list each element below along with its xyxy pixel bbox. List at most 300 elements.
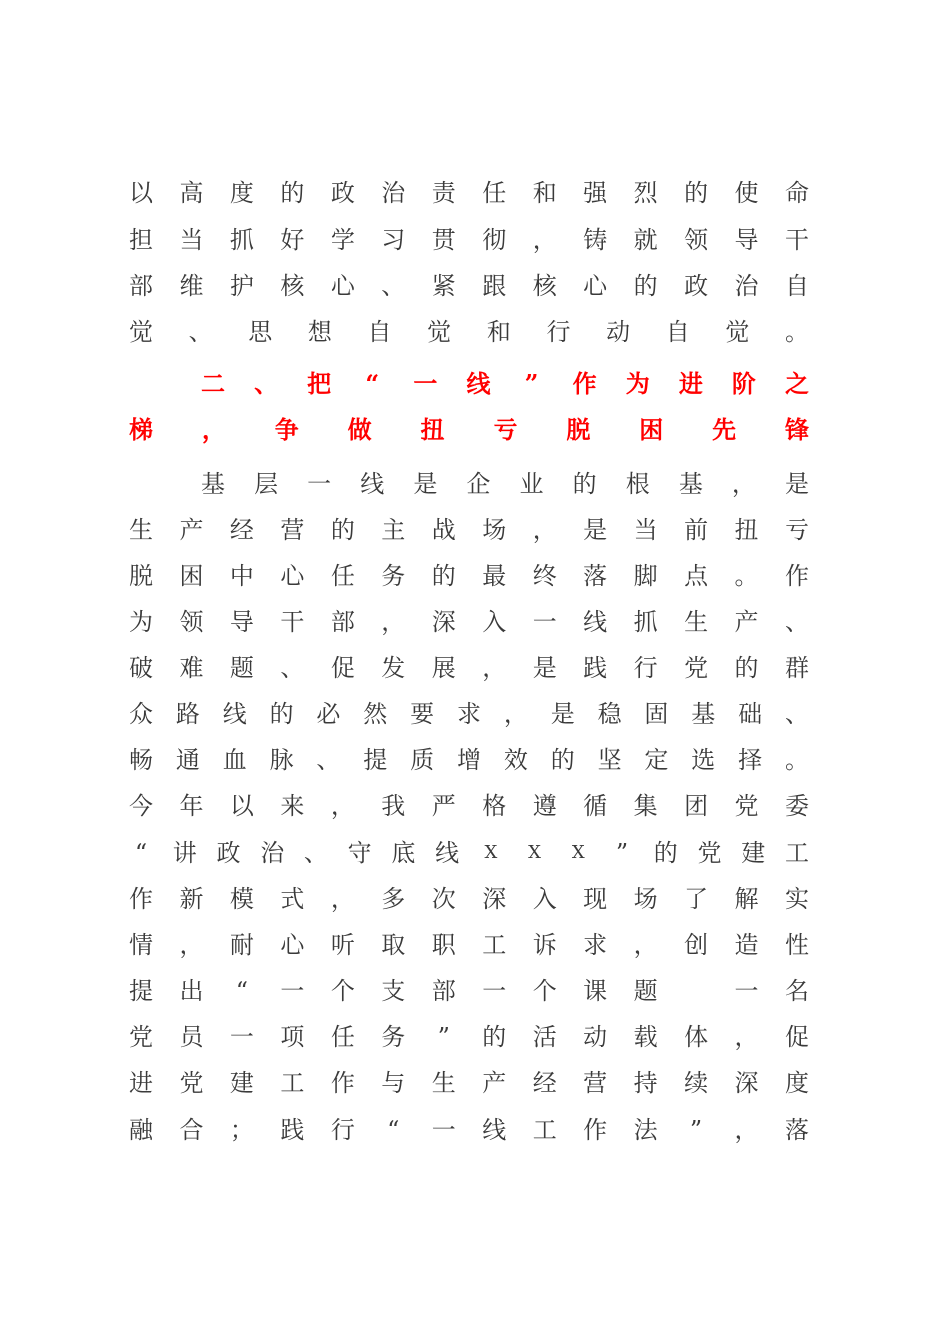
glyph: 脱 bbox=[129, 562, 153, 590]
glyph: 基 bbox=[691, 700, 716, 728]
glyph: 中 bbox=[229, 562, 254, 590]
glyph: ， bbox=[734, 1116, 759, 1144]
glyph: 遵 bbox=[532, 792, 557, 820]
glyph: 现 bbox=[583, 885, 608, 913]
glyph: 任 bbox=[330, 1023, 355, 1051]
glyph: 。 bbox=[734, 562, 759, 590]
glyph: 集 bbox=[633, 792, 658, 820]
glyph: 务 bbox=[381, 562, 406, 590]
glyph: 入 bbox=[482, 608, 507, 636]
glyph: 听 bbox=[330, 931, 355, 959]
glyph: 展 bbox=[431, 654, 456, 682]
glyph: 经 bbox=[532, 1069, 557, 1097]
glyph: ， bbox=[381, 608, 406, 636]
glyph: ， bbox=[330, 792, 355, 820]
glyph: 择 bbox=[738, 746, 763, 774]
glyph: 党 bbox=[129, 1023, 153, 1051]
glyph: 线 bbox=[435, 839, 460, 867]
glyph: 创 bbox=[684, 931, 709, 959]
paragraph-2-line-15 bbox=[128, 1112, 810, 1148]
glyph: 自 bbox=[367, 318, 392, 346]
glyph: 高 bbox=[179, 179, 204, 207]
glyph: 根 bbox=[625, 470, 650, 498]
glyph: 烈 bbox=[633, 179, 658, 207]
glyph: 场 bbox=[482, 516, 507, 544]
paragraph-1-line-3 bbox=[128, 268, 810, 304]
glyph: 式 bbox=[280, 885, 305, 913]
glyph: 发 bbox=[381, 654, 406, 682]
glyph: ， bbox=[532, 516, 557, 544]
glyph: 的 bbox=[572, 470, 597, 498]
glyph: 部 bbox=[431, 977, 456, 1005]
glyph: 是 bbox=[583, 516, 608, 544]
glyph: 破 bbox=[129, 654, 153, 682]
glyph: 命 bbox=[785, 179, 809, 207]
glyph: 铸 bbox=[583, 226, 608, 254]
glyph: 和 bbox=[486, 318, 511, 346]
glyph: 亏 bbox=[785, 516, 809, 544]
glyph: 心 bbox=[280, 562, 305, 590]
glyph: X bbox=[571, 842, 585, 863]
glyph: 效 bbox=[503, 746, 528, 774]
glyph: 、 bbox=[188, 318, 213, 346]
glyph: “ bbox=[235, 977, 249, 1005]
glyph: 团 bbox=[684, 792, 709, 820]
glyph: 维 bbox=[179, 272, 204, 300]
glyph: 是 bbox=[550, 700, 575, 728]
glyph: 固 bbox=[644, 700, 669, 728]
glyph: 深 bbox=[431, 608, 456, 636]
glyph: 的 bbox=[653, 839, 678, 867]
glyph: 持 bbox=[633, 1069, 658, 1097]
glyph: 一 bbox=[280, 977, 305, 1005]
glyph: 使 bbox=[734, 179, 759, 207]
glyph: 深 bbox=[734, 1069, 759, 1097]
glyph: 落 bbox=[785, 1116, 809, 1144]
glyph: 一 bbox=[229, 1023, 254, 1051]
glyph: 责 bbox=[431, 179, 456, 207]
glyph: 任 bbox=[330, 562, 355, 590]
glyph: 循 bbox=[583, 792, 608, 820]
glyph: 与 bbox=[381, 1069, 406, 1097]
glyph: 思 bbox=[248, 318, 273, 346]
glyph: 个 bbox=[330, 977, 355, 1005]
paragraph-2-line-14 bbox=[128, 1065, 810, 1101]
paragraph-1-line-1 bbox=[128, 175, 810, 211]
glyph: 干 bbox=[280, 608, 305, 636]
glyph: 强 bbox=[583, 179, 608, 207]
glyph: 业 bbox=[519, 470, 544, 498]
glyph: 促 bbox=[330, 654, 355, 682]
glyph: 、 bbox=[381, 272, 406, 300]
glyph: 求 bbox=[457, 700, 481, 728]
glyph: 稳 bbox=[597, 700, 622, 728]
glyph: 觉 bbox=[427, 318, 452, 346]
paragraph-2-line-6 bbox=[128, 696, 810, 732]
glyph: 一 bbox=[307, 470, 332, 498]
section-heading-line-2 bbox=[128, 412, 810, 448]
glyph: 觉 bbox=[725, 318, 750, 346]
glyph: 脚 bbox=[633, 562, 658, 590]
glyph: 场 bbox=[633, 885, 658, 913]
glyph: 一 bbox=[734, 977, 759, 1005]
glyph: 基 bbox=[678, 470, 703, 498]
glyph: 必 bbox=[316, 700, 341, 728]
glyph: 跟 bbox=[482, 272, 507, 300]
glyph: 抓 bbox=[229, 226, 254, 254]
glyph: 情 bbox=[129, 931, 153, 959]
glyph: 营 bbox=[583, 1069, 608, 1097]
glyph: 二 bbox=[201, 369, 225, 398]
glyph: ” bbox=[689, 1116, 703, 1144]
glyph: 守 bbox=[347, 839, 372, 867]
glyph: 的 bbox=[734, 654, 759, 682]
glyph: 经 bbox=[229, 516, 254, 544]
glyph: 课 bbox=[583, 977, 608, 1005]
glyph: 工 bbox=[482, 931, 507, 959]
glyph: 促 bbox=[785, 1023, 809, 1051]
glyph: 坚 bbox=[597, 746, 622, 774]
glyph: 员 bbox=[179, 1023, 204, 1051]
glyph: 工 bbox=[532, 1116, 557, 1144]
glyph: 工 bbox=[280, 1069, 305, 1097]
glyph: 彻 bbox=[482, 226, 507, 254]
paragraph-2-line-3 bbox=[128, 558, 810, 594]
glyph: 载 bbox=[633, 1023, 658, 1051]
glyph: ” bbox=[437, 1023, 450, 1051]
glyph: “ bbox=[387, 1116, 400, 1144]
glyph: 模 bbox=[229, 885, 254, 913]
glyph: 是 bbox=[785, 470, 809, 498]
glyph: 企 bbox=[466, 470, 491, 498]
glyph: 质 bbox=[410, 746, 435, 774]
paragraph-2-line-10 bbox=[128, 881, 810, 917]
glyph: 一 bbox=[532, 608, 557, 636]
glyph: 进 bbox=[129, 1069, 153, 1097]
glyph: 行 bbox=[546, 318, 571, 346]
glyph: 、 bbox=[316, 746, 341, 774]
glyph: 我 bbox=[381, 792, 406, 820]
glyph: 实 bbox=[785, 885, 809, 913]
glyph: 最 bbox=[482, 562, 507, 590]
glyph: ” bbox=[615, 839, 629, 867]
glyph: 前 bbox=[684, 516, 709, 544]
glyph: 困 bbox=[639, 415, 664, 444]
glyph: 线 bbox=[222, 700, 247, 728]
glyph: 的 bbox=[550, 746, 575, 774]
glyph: 定 bbox=[644, 746, 669, 774]
glyph: 心 bbox=[583, 272, 608, 300]
glyph: ， bbox=[633, 931, 658, 959]
glyph: 、 bbox=[303, 839, 328, 867]
glyph: 导 bbox=[229, 608, 254, 636]
glyph: 务 bbox=[381, 1023, 406, 1051]
glyph: 出 bbox=[179, 977, 204, 1005]
glyph: 、 bbox=[254, 369, 279, 398]
glyph: 梯 bbox=[129, 415, 153, 444]
glyph: 造 bbox=[734, 931, 759, 959]
glyph: 动 bbox=[606, 318, 631, 346]
glyph: 脱 bbox=[566, 415, 591, 444]
glyph: 扭 bbox=[734, 516, 759, 544]
glyph: 融 bbox=[129, 1116, 153, 1144]
glyph: 度 bbox=[785, 1069, 809, 1097]
glyph: 争 bbox=[274, 415, 299, 444]
glyph: ， bbox=[330, 885, 355, 913]
glyph: 自 bbox=[665, 318, 690, 346]
glyph: 干 bbox=[785, 226, 809, 254]
glyph: 。 bbox=[785, 318, 809, 346]
glyph: 解 bbox=[734, 885, 759, 913]
glyph: 困 bbox=[179, 562, 204, 590]
paragraph-2-line-13 bbox=[128, 1019, 810, 1055]
glyph: ， bbox=[532, 226, 557, 254]
glyph: 主 bbox=[381, 516, 406, 544]
glyph: 的 bbox=[280, 179, 305, 207]
glyph: 作 bbox=[129, 885, 153, 913]
glyph: 法 bbox=[633, 1116, 658, 1144]
glyph: 心 bbox=[280, 931, 305, 959]
glyph: 题 bbox=[633, 977, 658, 1005]
paragraph-2-line-5 bbox=[128, 650, 810, 686]
paragraph-2-line-8 bbox=[128, 788, 810, 824]
glyph: 选 bbox=[691, 746, 716, 774]
glyph: 自 bbox=[785, 272, 809, 300]
glyph: 作 bbox=[330, 1069, 355, 1097]
glyph: 支 bbox=[381, 977, 406, 1005]
glyph: 体 bbox=[684, 1023, 709, 1051]
glyph: 新 bbox=[179, 885, 204, 913]
glyph: 众 bbox=[129, 700, 153, 728]
glyph: 增 bbox=[457, 746, 481, 774]
glyph: 护 bbox=[229, 272, 254, 300]
glyph: 党 bbox=[734, 792, 759, 820]
glyph: 职 bbox=[431, 931, 456, 959]
glyph: 好 bbox=[280, 226, 305, 254]
glyph: 为 bbox=[625, 369, 650, 398]
glyph: 领 bbox=[684, 226, 709, 254]
glyph: “ bbox=[134, 839, 148, 867]
glyph: 一 bbox=[482, 977, 507, 1005]
glyph: 落 bbox=[583, 562, 608, 590]
glyph: 导 bbox=[734, 226, 759, 254]
glyph: 底 bbox=[391, 839, 416, 867]
glyph: 的 bbox=[684, 179, 709, 207]
glyph: 线 bbox=[466, 369, 491, 398]
glyph: 多 bbox=[381, 885, 406, 913]
glyph: 求 bbox=[583, 931, 608, 959]
glyph: 题 bbox=[229, 654, 254, 682]
glyph: 贯 bbox=[431, 226, 456, 254]
glyph: 难 bbox=[179, 654, 204, 682]
glyph: 提 bbox=[129, 977, 153, 1005]
glyph: 畅 bbox=[129, 746, 153, 774]
section-heading-line-1 bbox=[128, 366, 810, 402]
glyph: 学 bbox=[330, 226, 355, 254]
glyph: 的 bbox=[482, 1023, 507, 1051]
glyph: 以 bbox=[229, 792, 254, 820]
glyph: 通 bbox=[175, 746, 200, 774]
glyph: 产 bbox=[482, 1069, 507, 1097]
glyph: 一 bbox=[431, 1116, 456, 1144]
glyph: 党 bbox=[684, 654, 709, 682]
glyph: 年 bbox=[179, 792, 204, 820]
glyph: 抓 bbox=[633, 608, 658, 636]
glyph: 脉 bbox=[269, 746, 294, 774]
glyph: 线 bbox=[482, 1116, 507, 1144]
glyph: 觉 bbox=[129, 318, 153, 346]
glyph: 和 bbox=[532, 179, 557, 207]
glyph: 生 bbox=[431, 1069, 456, 1097]
glyph: 然 bbox=[363, 700, 388, 728]
glyph: 严 bbox=[431, 792, 456, 820]
glyph: 线 bbox=[360, 470, 385, 498]
glyph: 战 bbox=[431, 516, 456, 544]
glyph: 诉 bbox=[532, 931, 557, 959]
glyph: 的 bbox=[633, 272, 658, 300]
glyph: 线 bbox=[583, 608, 608, 636]
glyph: 终 bbox=[532, 562, 557, 590]
glyph: 性 bbox=[785, 931, 809, 959]
glyph: 的 bbox=[269, 700, 294, 728]
glyph: 委 bbox=[785, 792, 809, 820]
glyph: 核 bbox=[532, 272, 557, 300]
glyph: 习 bbox=[381, 226, 406, 254]
glyph: 项 bbox=[280, 1023, 305, 1051]
glyph: ， bbox=[179, 931, 204, 959]
glyph: 亏 bbox=[493, 415, 518, 444]
glyph: 治 bbox=[381, 179, 406, 207]
glyph: 群 bbox=[785, 654, 809, 682]
glyph: 合 bbox=[179, 1116, 204, 1144]
glyph: 生 bbox=[684, 608, 709, 636]
glyph: 是 bbox=[413, 470, 438, 498]
glyph: 一 bbox=[413, 369, 438, 398]
glyph: ； bbox=[229, 1116, 254, 1144]
glyph: 扭 bbox=[420, 415, 445, 444]
paragraph-2-line-2 bbox=[128, 512, 810, 548]
glyph: 党 bbox=[697, 839, 722, 867]
glyph: 度 bbox=[229, 179, 254, 207]
glyph: 格 bbox=[482, 792, 507, 820]
glyph: 就 bbox=[633, 226, 658, 254]
glyph: 是 bbox=[532, 654, 557, 682]
glyph: 部 bbox=[330, 608, 355, 636]
glyph: 次 bbox=[431, 885, 456, 913]
glyph: 行 bbox=[330, 1116, 355, 1144]
glyph: ， bbox=[503, 700, 528, 728]
glyph: 点 bbox=[684, 562, 709, 590]
glyph: 任 bbox=[482, 179, 507, 207]
paragraph-1-line-4 bbox=[128, 314, 810, 350]
glyph: 治 bbox=[260, 839, 285, 867]
glyph: 了 bbox=[684, 885, 709, 913]
glyph: 把 bbox=[307, 369, 332, 398]
glyph: 当 bbox=[633, 516, 658, 544]
glyph: 的 bbox=[330, 516, 355, 544]
paragraph-2-line-1 bbox=[128, 466, 810, 502]
glyph: 取 bbox=[381, 931, 406, 959]
glyph: 之 bbox=[785, 369, 809, 398]
glyph: “ bbox=[365, 369, 380, 398]
glyph: 层 bbox=[254, 470, 279, 498]
glyph: 政 bbox=[216, 839, 241, 867]
glyph: 作 bbox=[785, 562, 809, 590]
glyph: 的 bbox=[431, 562, 456, 590]
glyph: 产 bbox=[734, 608, 759, 636]
paragraph-1-line-2 bbox=[128, 222, 810, 258]
glyph: 进 bbox=[678, 369, 703, 398]
glyph: ” bbox=[524, 369, 539, 398]
paragraph-2-line-4 bbox=[128, 604, 810, 640]
glyph: 工 bbox=[785, 839, 809, 867]
glyph: 营 bbox=[280, 516, 305, 544]
glyph: 础 bbox=[738, 700, 763, 728]
glyph: 党 bbox=[179, 1069, 204, 1097]
glyph: 入 bbox=[532, 885, 557, 913]
glyph: 做 bbox=[347, 415, 372, 444]
glyph: 要 bbox=[410, 700, 435, 728]
glyph: 作 bbox=[583, 1116, 608, 1144]
paragraph-2-line-7 bbox=[128, 742, 810, 778]
glyph: 续 bbox=[684, 1069, 709, 1097]
glyph: 基 bbox=[201, 470, 225, 498]
glyph: 政 bbox=[684, 272, 709, 300]
glyph: 践 bbox=[280, 1116, 305, 1144]
paragraph-2-line-12 bbox=[128, 973, 810, 1009]
glyph: 部 bbox=[129, 272, 153, 300]
glyph: 路 bbox=[175, 700, 200, 728]
glyph: 为 bbox=[129, 608, 153, 636]
glyph: 治 bbox=[734, 272, 759, 300]
glyph: 政 bbox=[330, 179, 355, 207]
glyph: 血 bbox=[222, 746, 247, 774]
glyph: ， bbox=[482, 654, 507, 682]
glyph: 提 bbox=[363, 746, 388, 774]
glyph: X bbox=[484, 842, 498, 863]
glyph: 动 bbox=[583, 1023, 608, 1051]
paragraph-2-line-11 bbox=[128, 927, 810, 963]
glyph: 名 bbox=[785, 977, 809, 1005]
glyph: 生 bbox=[129, 516, 153, 544]
glyph: 担 bbox=[129, 226, 153, 254]
glyph: 建 bbox=[741, 839, 766, 867]
glyph: X bbox=[528, 842, 541, 863]
glyph: 行 bbox=[633, 654, 658, 682]
glyph: 建 bbox=[229, 1069, 254, 1097]
glyph: 作 bbox=[572, 369, 597, 398]
glyph: 、 bbox=[785, 700, 809, 728]
glyph: 、 bbox=[785, 608, 809, 636]
glyph: 个 bbox=[532, 977, 557, 1005]
glyph: 紧 bbox=[431, 272, 456, 300]
glyph: 来 bbox=[280, 792, 305, 820]
glyph: 当 bbox=[179, 226, 204, 254]
glyph: 耐 bbox=[229, 931, 254, 959]
glyph: 、 bbox=[280, 654, 305, 682]
glyph: 活 bbox=[532, 1023, 557, 1051]
glyph: 想 bbox=[307, 318, 332, 346]
glyph: 锋 bbox=[785, 415, 809, 444]
glyph: 心 bbox=[330, 272, 355, 300]
glyph: 阶 bbox=[731, 369, 756, 398]
glyph: 今 bbox=[129, 792, 153, 820]
glyph: 以 bbox=[129, 179, 153, 207]
glyph: 领 bbox=[179, 608, 204, 636]
glyph: ， bbox=[734, 1023, 759, 1051]
glyph: 讲 bbox=[172, 839, 197, 867]
glyph: 深 bbox=[482, 885, 507, 913]
